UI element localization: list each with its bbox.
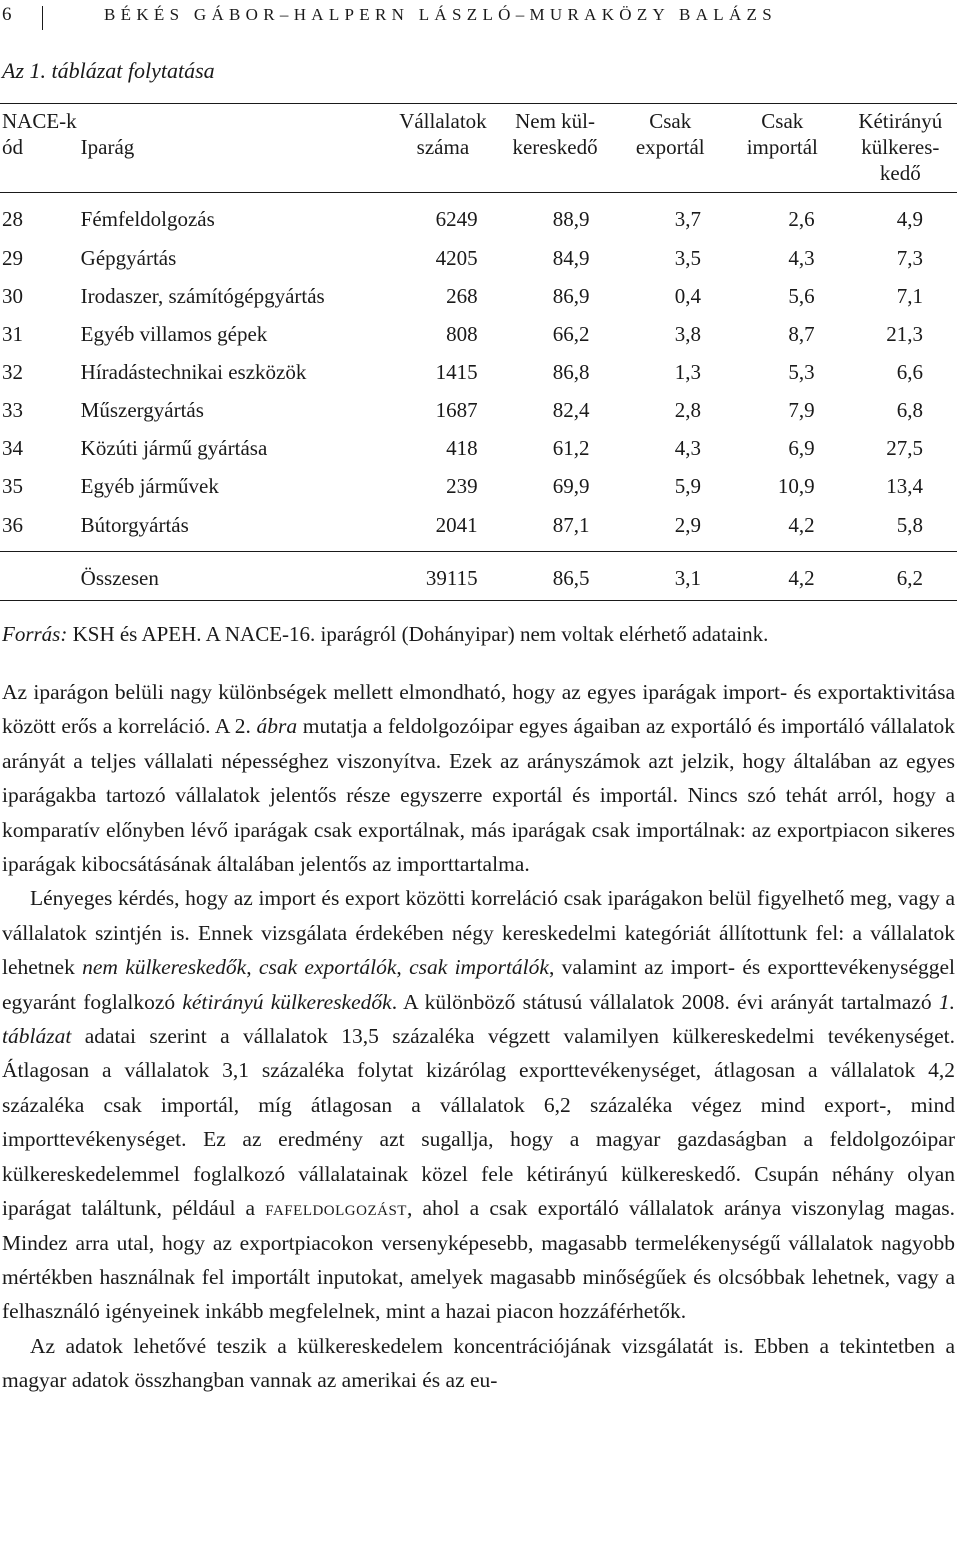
- row-non-trader: 61,2: [552, 436, 590, 460]
- row-two-way: 27,5: [886, 436, 923, 460]
- row-nace-code: 30: [2, 284, 23, 308]
- header-export-only: Csak exportál: [613, 104, 727, 193]
- paragraph-text-run: Az iparágon belüli nagy különbségek mellett elmondható, hogy az egyes iparágak import- és exportaktivitása között erős a korreláció. A 2.: [2, 680, 955, 739]
- running-header: [0, 4, 960, 34]
- paragraph-text-run: adatai szerint a vállalatok 13,5 százaléka végzett valamilyen külkereskedelmi tevékenységet. Átlagosan a vállalatok 3,1 százaléka folytat kizárólag exporttevékenységet, átlagosan a vállalatok 4,2 százaléka csak importál, míg átlagosan a vállalatok 6,2 százaléka végez mind export-, mind importtevékenységet. Ez az eredmény azt sugallja, hogy a magyar gazdaságban a feldolgozóipar külkereskedelemmel foglalkozó vállalatainak közel fele kétirányú külkereskedő. Csupán néhány olyan iparágat találtunk, például a: [2, 1024, 955, 1221]
- row-non-trader: 69,9: [552, 474, 590, 498]
- row-export-only: 5,9: [674, 474, 701, 498]
- table-row: [0, 277, 957, 315]
- row-nace-code: 29: [2, 246, 23, 270]
- emphasis-text: 1. táblázat: [2, 989, 956, 1049]
- row-industry: Műszergyártás: [80, 398, 204, 422]
- row-non-trader: 82,4: [552, 398, 590, 422]
- paragraph-text-run: . A különböző státusú vállalatok 2008. évi arányát tartalmazó: [391, 989, 939, 1014]
- row-two-way: 7,3: [896, 246, 923, 270]
- row-industry: Fémfeldolgozás: [80, 207, 215, 231]
- emphasis-text: csak importálók: [409, 955, 549, 980]
- total-code: [0, 552, 81, 601]
- row-non-trader: 84,9: [552, 246, 590, 270]
- row-export-only: 2,9: [613, 505, 727, 552]
- row-import-only: 4,3: [788, 246, 815, 270]
- row-import-only: 8,7: [788, 322, 815, 346]
- row-company-count: 6249: [435, 207, 478, 231]
- paragraph-text-run: ,: [246, 955, 259, 980]
- row-import-only: 5,6: [788, 284, 815, 308]
- table-row: [0, 193, 957, 240]
- total-import-only: 4,2: [727, 552, 838, 601]
- total-export-only: 3,1: [613, 552, 727, 601]
- row-nace-code: 35: [2, 474, 23, 498]
- header-two-way-trader: Kétirányú külkeres-kedő: [838, 104, 957, 193]
- industry-table: [0, 103, 957, 601]
- row-company-count: 418: [446, 436, 478, 460]
- row-nace-code: 28: [2, 207, 23, 231]
- row-company-count: 808: [446, 322, 478, 346]
- row-import-only: 5,3: [788, 360, 815, 384]
- row-export-only: 3,5: [674, 246, 701, 270]
- row-two-way: 21,3: [886, 322, 923, 346]
- row-export-only: 0,4: [674, 284, 701, 308]
- row-nace-code: 33: [2, 398, 23, 422]
- table-row: [0, 315, 957, 353]
- row-company-count: 268: [446, 284, 478, 308]
- table-body: [0, 193, 957, 552]
- total-count: 39115: [389, 552, 496, 601]
- emphasis-text: ábra: [256, 714, 298, 739]
- table-source-note: [2, 622, 768, 647]
- row-import-only: 6,9: [788, 436, 815, 460]
- row-industry: Egyéb járművek: [80, 474, 219, 498]
- paragraph-1: [2, 675, 955, 881]
- row-company-count: 4205: [435, 246, 478, 270]
- row-non-trader: 86,8: [552, 360, 590, 384]
- header-divider: [42, 6, 43, 30]
- row-non-trader: 88,9: [552, 207, 590, 231]
- row-import-only: 7,9: [788, 398, 815, 422]
- row-export-only: 3,8: [674, 322, 701, 346]
- table-total-row: [0, 552, 957, 601]
- row-company-count: 1415: [435, 360, 478, 384]
- table-row: [0, 505, 957, 552]
- paragraph-3: [2, 1329, 955, 1398]
- header-industry: Iparág: [81, 104, 390, 193]
- row-company-count: 239: [446, 474, 478, 498]
- row-export-only: 1,3: [674, 360, 701, 384]
- paragraph-2: [2, 881, 955, 1328]
- row-industry: Közúti jármű gyártása: [80, 436, 268, 460]
- row-nace-code: 36: [0, 505, 81, 552]
- total-label: Összesen: [81, 552, 390, 601]
- row-industry: Bútorgyártás: [81, 505, 390, 552]
- emphasis-text: kétirányú külkereskedők: [182, 989, 392, 1014]
- paragraph-text-run: , valamint az import- és exporttevékenységgel egyaránt foglalkozó: [2, 955, 956, 1014]
- running-title: BÉKÉS GÁBOR–HALPERN LÁSZLÓ–MURAKÖZY BALÁZS: [104, 5, 777, 24]
- table-row: [0, 429, 957, 467]
- header-import-only: Csak importál: [727, 104, 838, 193]
- paragraph-text-run: Az adatok lehetővé teszik a külkereskedelem koncentrációjának vizsgálatát is. Ebben a tekintetben a magyar adatok összhangban vannak az amerikai és az eu-: [2, 1333, 955, 1393]
- row-industry: Egyéb villamos gépek: [80, 322, 268, 346]
- header-company-count: Vállalatok száma: [389, 104, 496, 193]
- source-text: KSH és APEH. A NACE-16. iparágról (Dohányipar) nem voltak elérhető adataink.: [67, 622, 769, 646]
- row-nace-code: 34: [2, 436, 23, 460]
- row-export-only: 3,7: [674, 207, 701, 231]
- row-import-only: 10,9: [777, 474, 815, 498]
- header-nace-code: NACE-kód: [0, 104, 81, 193]
- row-two-way: 7,1: [896, 284, 923, 308]
- paragraph-text-run: mutatja a feldolgozóipar egyes ágaiban az exportáló és importáló vállalatok arányát a teljes vállalati népességhez viszonyítva. Ezek az arányszámok azt jelzik, hogy általában az egyes iparágakba tartozó vállalatok jelentős része egyszerre exportál és importál. Nincs szó tehát arról, hogy a komparatív előnyben lévő iparágak csak exportálnak, más iparágak csak importálnak: az exportpiacon sikeres iparágak kibocsátásának általában jelentős az importtartalma.: [2, 714, 955, 877]
- row-export-only: 4,3: [674, 436, 701, 460]
- table-row: [0, 391, 957, 429]
- table-header-row: [0, 104, 957, 193]
- row-two-way: 5,8: [838, 505, 957, 552]
- body-text: [2, 675, 955, 1398]
- row-industry: Gépgyártás: [80, 246, 177, 270]
- table-row: [0, 467, 957, 505]
- row-non-trader: 66,2: [552, 322, 590, 346]
- paragraph-text-run: , ahol a csak exportáló vállalatok aránya viszonylag magas. Mindez arra utal, hogy az exportpiacokon versenyképesebb, magasabb termelékenységű vállalatok nagyobb mértékben használnak fel importált inputokat, amelyek magasabb minőségűek és olcsóbbak lehetnek, vagy a felhasználó igényeinek inkább megfelelnek, mint a hazai piacon hozzáférhetők.: [2, 1196, 955, 1324]
- source-label: Forrás:: [2, 622, 68, 646]
- row-nace-code: 32: [2, 360, 23, 384]
- row-two-way: 6,8: [896, 398, 923, 422]
- table-row: [0, 353, 957, 391]
- page-number: 6: [2, 4, 12, 25]
- total-two-way: 6,2: [838, 552, 957, 601]
- row-import-only: 4,2: [727, 505, 838, 552]
- table-caption: Az 1. táblázat folytatása: [2, 58, 215, 83]
- row-industry: Irodaszer, számítógépgyártás: [80, 284, 325, 308]
- row-export-only: 2,8: [674, 398, 701, 422]
- row-company-count: 2041: [389, 505, 496, 552]
- row-two-way: 13,4: [886, 474, 923, 498]
- header-non-trader: Nem kül-kereskedő: [497, 104, 614, 193]
- paragraph-text-run: ,: [396, 955, 410, 980]
- row-two-way: 6,6: [896, 360, 923, 384]
- row-two-way: 4,9: [896, 207, 923, 231]
- table-row: [0, 239, 957, 277]
- small-caps-text: fafeldolgozást: [265, 1196, 407, 1221]
- paragraph-text-run: Lényeges kérdés, hogy az import és export közötti korreláció csak iparágakon belül figyelhető meg, vagy a vállalatok szintjén is. Ennek vizsgálata érdekében négy kereskedelmi kategóriát állítottunk fel: a vállalatok lehetnek: [2, 886, 955, 980]
- row-import-only: 2,6: [788, 207, 815, 231]
- row-non-trader: 86,9: [552, 284, 590, 308]
- row-industry: Híradástechnikai eszközök: [80, 360, 307, 384]
- row-company-count: 1687: [435, 398, 478, 422]
- row-nace-code: 31: [2, 322, 23, 346]
- row-non-trader: 87,1: [497, 505, 614, 552]
- emphasis-text: csak exportálók: [258, 955, 397, 980]
- emphasis-text: nem külkereskedők: [82, 955, 247, 980]
- total-non-trader: 86,5: [497, 552, 614, 601]
